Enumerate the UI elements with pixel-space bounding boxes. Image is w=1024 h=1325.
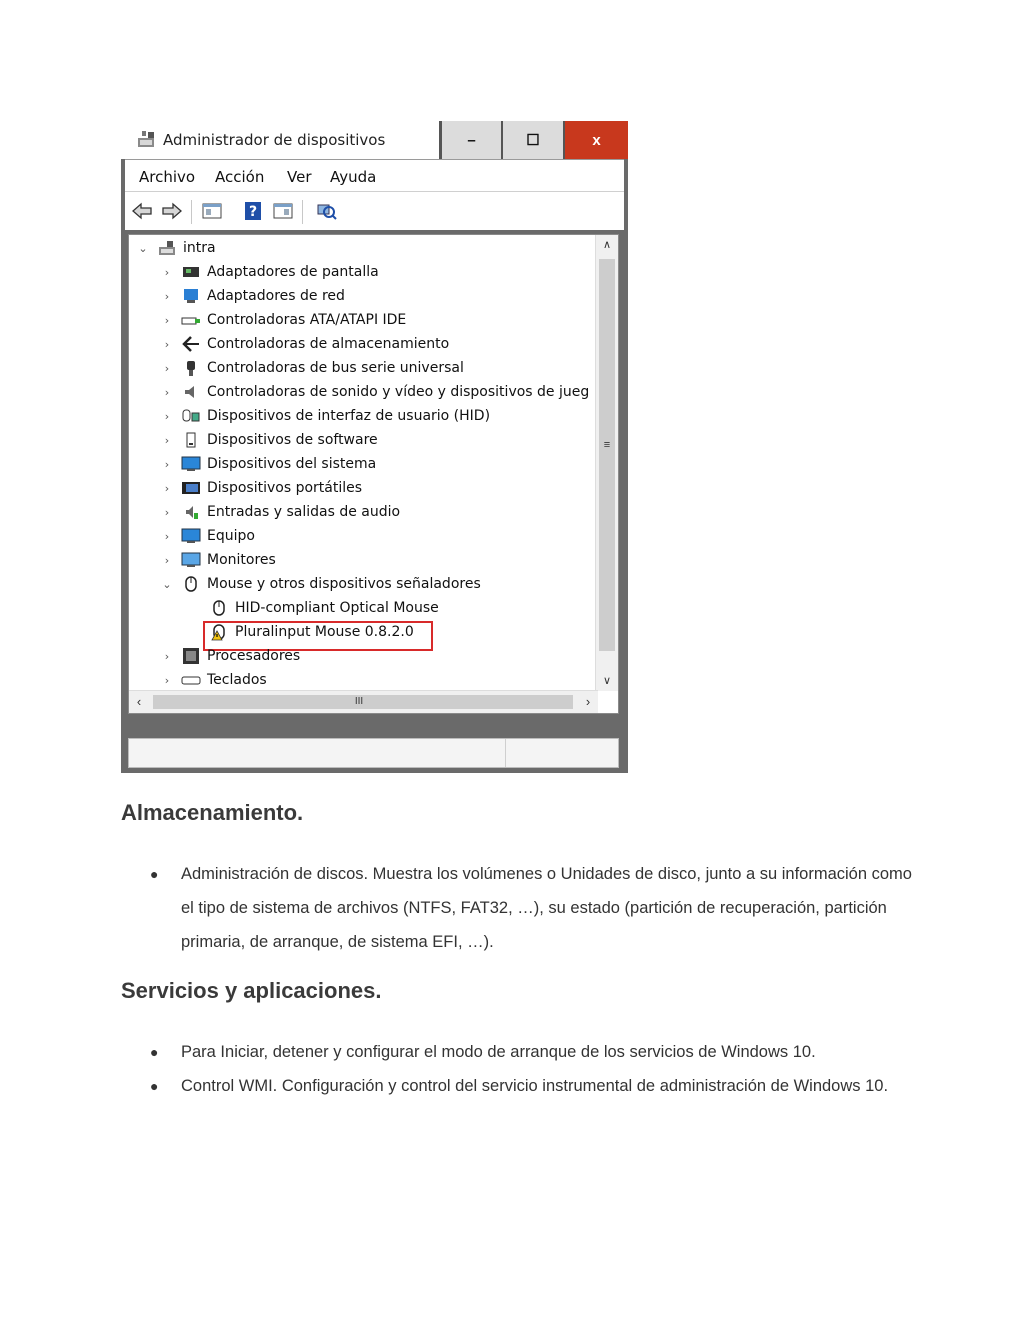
ide-controller-icon bbox=[181, 311, 201, 329]
toolbar bbox=[125, 191, 624, 230]
svg-text:?: ? bbox=[248, 204, 258, 220]
scroll-grip-icon: ≡ bbox=[603, 439, 611, 451]
bullet-marker: ● bbox=[150, 1044, 159, 1060]
forward-arrow-icon[interactable] bbox=[161, 200, 183, 222]
tree-item-label: Teclados bbox=[207, 672, 267, 688]
chevron-right-icon[interactable]: › bbox=[164, 433, 170, 447]
computer-monitor-icon bbox=[181, 527, 201, 545]
tree-item-label: Controladoras ATA/ATAPI IDE bbox=[207, 312, 407, 328]
tree-item-label: Adaptadores de red bbox=[207, 288, 345, 304]
menu-accion[interactable]: Acción bbox=[215, 168, 265, 186]
close-button[interactable]: x bbox=[563, 121, 628, 159]
properties-icon[interactable] bbox=[201, 200, 223, 222]
audio-io-icon bbox=[181, 503, 201, 521]
tree-item-label: Controladoras de almacenamiento bbox=[207, 336, 450, 352]
usb-controller-icon bbox=[181, 359, 201, 377]
scroll-right-icon[interactable]: › bbox=[585, 694, 591, 709]
tree-item-label: Adaptadores de pantalla bbox=[207, 264, 379, 280]
tree-item-label: Mouse y otros dispositivos señaladores bbox=[207, 576, 481, 592]
tree-item[interactable] bbox=[161, 380, 589, 404]
tree-item[interactable] bbox=[161, 308, 406, 332]
chevron-right-icon[interactable]: › bbox=[164, 265, 170, 279]
tree-item[interactable] bbox=[161, 332, 449, 356]
scroll-thumb[interactable] bbox=[599, 259, 615, 651]
scan-hardware-icon[interactable] bbox=[315, 200, 337, 222]
window-title: Administrador de dispositivos bbox=[163, 131, 386, 149]
speaker-icon bbox=[181, 383, 201, 401]
status-bar-separator bbox=[505, 739, 506, 767]
tree-item-label: Equipo bbox=[207, 528, 255, 544]
tree-root-label: intra bbox=[183, 240, 216, 256]
mouse-icon bbox=[181, 575, 201, 593]
device-manager-screenshot bbox=[121, 121, 628, 773]
monitor-icon bbox=[181, 551, 201, 569]
chevron-right-icon[interactable]: › bbox=[164, 649, 170, 663]
storage-controller-icon bbox=[181, 335, 201, 353]
menu-ayuda[interactable]: Ayuda bbox=[330, 168, 377, 186]
tree-item-label: Controladoras de sonido y vídeo y dispositivos de jueg bbox=[207, 384, 590, 400]
title-bar bbox=[121, 121, 628, 159]
tree-item[interactable] bbox=[161, 476, 362, 500]
chevron-right-icon[interactable]: › bbox=[164, 409, 170, 423]
tree-item[interactable] bbox=[161, 500, 400, 524]
tree-item-expanded[interactable] bbox=[161, 572, 481, 596]
toolbar-separator bbox=[191, 200, 192, 224]
scroll-left-icon[interactable]: ‹ bbox=[136, 694, 142, 709]
bullet-text: Control WMI. Configuración y control del servicio instrumental de administración de Windows 10. bbox=[181, 1077, 889, 1095]
tree-item[interactable] bbox=[161, 356, 464, 380]
display-adapter-icon bbox=[181, 263, 201, 281]
tree-child-item[interactable] bbox=[209, 596, 439, 620]
update-driver-icon[interactable] bbox=[272, 200, 294, 222]
expand-chevron-icon[interactable]: ⌄ bbox=[138, 241, 148, 255]
tree-item-label: Monitores bbox=[207, 552, 276, 568]
tree-item[interactable] bbox=[161, 524, 255, 548]
device-tree bbox=[128, 234, 619, 714]
minimize-button[interactable]: – bbox=[439, 121, 501, 159]
tree-item[interactable] bbox=[161, 404, 490, 428]
chevron-right-icon[interactable]: › bbox=[164, 481, 170, 495]
tree-item[interactable] bbox=[161, 548, 276, 572]
menu-archivo[interactable]: Archivo bbox=[139, 168, 196, 186]
toolbar-separator bbox=[302, 200, 303, 224]
chevron-right-icon[interactable]: › bbox=[164, 553, 170, 567]
tree-item-label: Entradas y salidas de audio bbox=[207, 504, 401, 520]
keyboard-icon bbox=[181, 671, 201, 689]
portable-device-icon bbox=[181, 479, 201, 497]
tree-item-label: Pluralinput Mouse 0.8.2.0 bbox=[235, 624, 414, 640]
mouse-icon bbox=[209, 599, 229, 617]
vertical-scrollbar[interactable] bbox=[595, 235, 618, 691]
tree-item-label: Dispositivos de software bbox=[207, 432, 378, 448]
computer-icon bbox=[157, 239, 177, 257]
horizontal-scrollbar[interactable] bbox=[129, 690, 598, 713]
tree-item[interactable] bbox=[161, 260, 379, 284]
device-manager-icon bbox=[136, 130, 158, 150]
tree-item[interactable] bbox=[161, 452, 376, 476]
tree-item-label: Controladoras de bus serie universal bbox=[207, 360, 464, 376]
bullet-marker: ● bbox=[150, 1078, 159, 1094]
scroll-down-icon[interactable]: ∨ bbox=[602, 675, 612, 687]
tree-item-label: HID-compliant Optical Mouse bbox=[235, 600, 439, 616]
tree-item[interactable] bbox=[161, 284, 345, 308]
chevron-right-icon[interactable]: › bbox=[164, 529, 170, 543]
expand-chevron-icon[interactable]: ⌄ bbox=[162, 577, 172, 591]
status-bar bbox=[128, 738, 619, 768]
scroll-up-icon[interactable]: ∧ bbox=[602, 239, 612, 251]
menu-ver[interactable]: Ver bbox=[287, 168, 312, 186]
bullet-marker: ● bbox=[150, 866, 159, 882]
bullet-text: Para Iniciar, detener y configurar el modo de arranque de los servicios de Windows 10. bbox=[181, 1043, 816, 1061]
bullet-text: Administración de discos. Muestra los volúmenes o Unidades de disco, junto a su información como el tipo de sistema de archivos (NTFS, FAT32, …), su estado (partición de recuperación, partición primaria, de arranque, de sistema EFI, …). bbox=[181, 865, 912, 951]
section-heading-servicios: Servicios y aplicaciones. bbox=[121, 978, 382, 1003]
tree-root[interactable] bbox=[137, 236, 216, 260]
tree-item-label: Procesadores bbox=[207, 648, 301, 664]
software-device-icon bbox=[181, 431, 201, 449]
chevron-right-icon[interactable]: › bbox=[164, 673, 170, 687]
tree-item[interactable] bbox=[161, 428, 378, 452]
tree-item-label: Dispositivos de interfaz de usuario (HID) bbox=[207, 408, 491, 424]
menu-bar bbox=[125, 159, 624, 192]
chevron-right-icon[interactable]: › bbox=[164, 505, 170, 519]
hid-icon bbox=[181, 407, 201, 425]
chevron-right-icon[interactable]: › bbox=[164, 385, 170, 399]
tree-item[interactable] bbox=[161, 668, 267, 692]
chevron-right-icon[interactable]: › bbox=[164, 361, 170, 375]
tree-item[interactable] bbox=[161, 644, 300, 668]
system-device-icon bbox=[181, 455, 201, 473]
processor-icon bbox=[181, 647, 201, 665]
chevron-right-icon[interactable]: › bbox=[164, 313, 170, 327]
chevron-right-icon[interactable]: › bbox=[164, 289, 170, 303]
maximize-button[interactable]: ☐ bbox=[501, 121, 563, 159]
network-adapter-icon bbox=[181, 287, 201, 305]
tree-item-label: Dispositivos portátiles bbox=[207, 480, 363, 496]
back-arrow-icon[interactable] bbox=[131, 200, 153, 222]
chevron-right-icon[interactable]: › bbox=[164, 337, 170, 351]
chevron-right-icon[interactable]: › bbox=[164, 457, 170, 471]
help-icon[interactable] bbox=[242, 200, 264, 222]
scroll-grip-icon: III bbox=[354, 696, 364, 707]
section-heading-almacenamiento: Almacenamiento. bbox=[121, 800, 304, 825]
tree-item-label: Dispositivos del sistema bbox=[207, 456, 377, 472]
